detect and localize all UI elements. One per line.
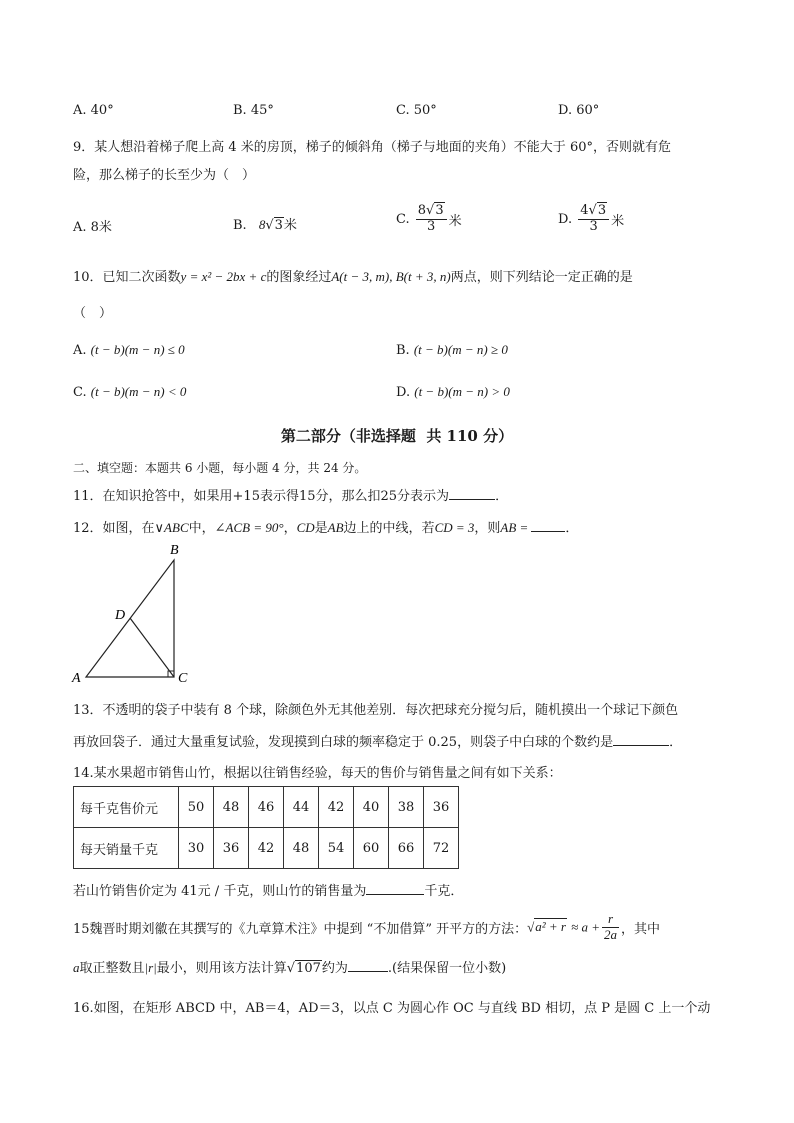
price-sales-table: [73, 786, 459, 869]
q9-option-c-coef: 8: [417, 203, 427, 218]
q10-option-b-expr: (t − b)(m − n) ≥ 0: [413, 342, 508, 357]
table-cell: 54: [319, 828, 354, 869]
q10-option-b-label: B.: [396, 343, 410, 358]
q11-answer-blank[interactable]: [449, 489, 495, 500]
q16-line1: 16.如图，在矩形 ABCD 中，AB＝4，AD＝3，以点 C 为圆心作 OC 与直线 BD 相切，点 P 是圆 C 上一个动: [73, 1001, 711, 1016]
q10-stem-line1: [73, 266, 633, 285]
q9-option-b-unit: 米: [283, 218, 297, 233]
median-cd: [130, 618, 174, 677]
q12-angle: ∠ACB = 90°: [214, 520, 284, 535]
row-header-price: 每千克售价元: [74, 787, 179, 828]
table-cell: 42: [249, 828, 284, 869]
triangle-figure: [66, 540, 196, 690]
table-cell: 66: [389, 828, 424, 869]
label-d: D: [115, 608, 126, 623]
q14-intro: 14.某水果超市销售山竹，根据以往销售经验，每天的售价与销售量之间有如下关系：: [73, 766, 562, 781]
q9-option-d: [558, 204, 624, 235]
q9-option-b-coef: 8: [258, 217, 266, 232]
row-header-sales: 每天销量千克: [74, 828, 179, 869]
q10-mid: 的图象经过: [266, 270, 332, 285]
q10-option-d-label: D.: [396, 385, 411, 400]
q13-line1: 13．不透明的袋子中装有 8 个球，除颜色外无其他差别．每次把球充分搅匀后，随机摸出一个球记下颜色: [73, 703, 679, 718]
q9-option-d-coef: 4: [580, 203, 589, 218]
q12-p1: 12．如图，在: [73, 521, 155, 536]
q10-option-b: [396, 342, 508, 358]
q13-stem: 再放回袋子．通过大量重复试验，发现摸到白球的频率稳定于 0.25，则袋子中白球的个数约是: [73, 735, 614, 750]
q12-p2: 中，: [188, 521, 215, 536]
section2-heading: 二、填空题：本题共 6 小题，每小题 4 分，共 24 分。: [73, 461, 367, 475]
q15-l2e: .(结果保留一位小数): [387, 961, 507, 976]
table-cell: 40: [354, 787, 389, 828]
q9-option-c-label: C.: [396, 211, 410, 227]
q9-option-d-unit: 米: [611, 213, 625, 229]
q13-answer-blank[interactable]: [613, 735, 669, 746]
table-cell: 38: [389, 787, 424, 828]
table-cell: 46: [249, 787, 284, 828]
q10-option-a-label: A.: [73, 343, 87, 358]
q9-option-a: A. 8米: [73, 220, 112, 235]
table-cell: 36: [214, 828, 249, 869]
q9-option-b: B. 8√3米: [233, 217, 297, 233]
q15-l2b: 取正整数且: [79, 961, 145, 976]
q15-abs-r: |r|: [144, 960, 157, 975]
q13-end: ．: [669, 735, 683, 750]
q8-option-d: D. 60°: [558, 103, 600, 118]
table-cell: 48: [284, 828, 319, 869]
table-row: [74, 828, 459, 869]
q15-line2: a取正整数且|r|最小，则用该方法计算√107约为 .(结果保留一位小数): [73, 960, 507, 976]
table-cell: 36: [424, 787, 459, 828]
q12-p5: 边上的中线，若: [343, 521, 435, 536]
q9-option-d-label: D.: [558, 211, 573, 227]
label-a: A: [72, 671, 81, 686]
table-cell: 48: [214, 787, 249, 828]
table-row: [74, 787, 459, 828]
q12-text: [73, 517, 578, 536]
q15-frac-den: 2a: [604, 926, 618, 942]
q15-l2d: 约为: [321, 961, 348, 976]
q8-option-a: A. 40°: [73, 103, 114, 118]
q9-option-c: [396, 204, 462, 235]
q9-option-d-denominator: 3: [589, 218, 598, 234]
q9-option-c-radicand: 3: [435, 203, 444, 218]
q15-approx: ≈ a +: [571, 919, 601, 935]
q12-p4: 是: [314, 521, 328, 536]
q8-option-c: C. 50°: [396, 103, 437, 118]
q14-end: 千克．: [424, 884, 464, 899]
q10-option-a-expr: (t − b)(m − n) ≤ 0: [90, 342, 185, 357]
q15-l2c: 最小，则用该方法计算: [156, 961, 287, 976]
q15-fraction: [602, 912, 619, 943]
q9-option-c-unit: 米: [448, 213, 462, 229]
q10-option-c-expr: (t − b)(m − n) < 0: [90, 384, 187, 399]
q14-question: [73, 880, 463, 899]
q12-p3: ，: [283, 521, 297, 536]
table-cell: 44: [284, 787, 319, 828]
q11-end: ．: [495, 489, 509, 504]
q10-function: y = x² − 2bx + c: [180, 269, 267, 284]
q15-p2: ，其中: [621, 921, 661, 937]
label-b: B: [170, 543, 179, 558]
q12-ab: AB: [327, 520, 344, 535]
q10-option-a: [73, 342, 185, 358]
q9-option-b-radicand: 3: [274, 218, 283, 233]
table-cell: 30: [179, 828, 214, 869]
q9-option-d-radicand: 3: [597, 203, 607, 218]
q15-radicand-107: 107: [296, 961, 321, 976]
label-c: C: [178, 671, 188, 686]
q10-prefix: 10．已知二次函数: [73, 270, 181, 285]
q10-option-d-expr: (t − b)(m − n) > 0: [414, 384, 510, 399]
q10-stem-line2: （ ）: [73, 306, 113, 321]
q15-line1: 15魏晋时期刘徽在其撰写的《九章算术注》中提到 “不加借算” 开平方的方法：√a² + r ≈ a + $\frac{r}{2a}$ ，其中: [73, 911, 661, 942]
table-cell: 60: [354, 828, 389, 869]
q9-stem-line1: 9．某人想沿着梯子爬上高 4 米的房顶，梯子的倾斜角（梯子与地面的夹角）不能大于 60°，否则就有危: [73, 140, 671, 155]
q10-suffix: 两点，则下列结论一定正确的是: [450, 270, 633, 285]
q12-cd-value: CD = 3: [434, 520, 475, 535]
q10-option-c-label: C.: [73, 385, 87, 400]
q9-option-c-denominator: 3: [427, 218, 436, 234]
q12-cd: CD: [296, 520, 315, 535]
q13-line2: [73, 731, 682, 750]
q9-option-d-fraction: $\frac{4√3}{3}$: [578, 204, 609, 235]
q10-option-c: [73, 384, 186, 400]
q8-option-b: B. 45°: [233, 103, 274, 118]
q12-answer-blank[interactable]: [531, 521, 565, 532]
q11-stem: 11．在知识抢答中，如果用+15表示得15分，那么扣25分表示为: [73, 489, 450, 504]
q10-points: A(t − 3, m), B(t + 3, n): [331, 269, 451, 284]
q14-stem: 若山竹销售价定为 41元 / 千克，则山竹的销售量为: [73, 884, 367, 899]
q15-radicand: a² + r: [535, 919, 566, 935]
q12-end: ．: [565, 521, 579, 536]
table-cell: 72: [424, 828, 459, 869]
q12-ab-eq: AB =: [500, 520, 529, 535]
q15-frac-num: r: [602, 912, 619, 928]
q15-answer-blank[interactable]: [348, 961, 388, 972]
q9-option-c-fraction: $\frac{8√3}{3}$: [416, 204, 447, 235]
q14-answer-blank[interactable]: [366, 884, 424, 895]
q11-text: [73, 485, 508, 504]
table-cell: 42: [319, 787, 354, 828]
part2-title: 第二部分（非选择题 共 110 分）: [280, 427, 514, 445]
q15-p1: 15魏晋时期刘徽在其撰写的《九章算术注》中提到 “不加借算” 开平方的方法：: [73, 921, 528, 937]
table-cell: 50: [179, 787, 214, 828]
q9-option-b-label: B.: [233, 218, 247, 233]
q9-stem-line2: 险，那么梯子的长至少为（ ）: [73, 168, 256, 183]
q10-option-d: [396, 384, 510, 400]
q15-var-a: a: [73, 960, 80, 975]
q12-triangle: ∨ABC: [154, 520, 189, 535]
q12-p6: ，则: [474, 521, 501, 536]
